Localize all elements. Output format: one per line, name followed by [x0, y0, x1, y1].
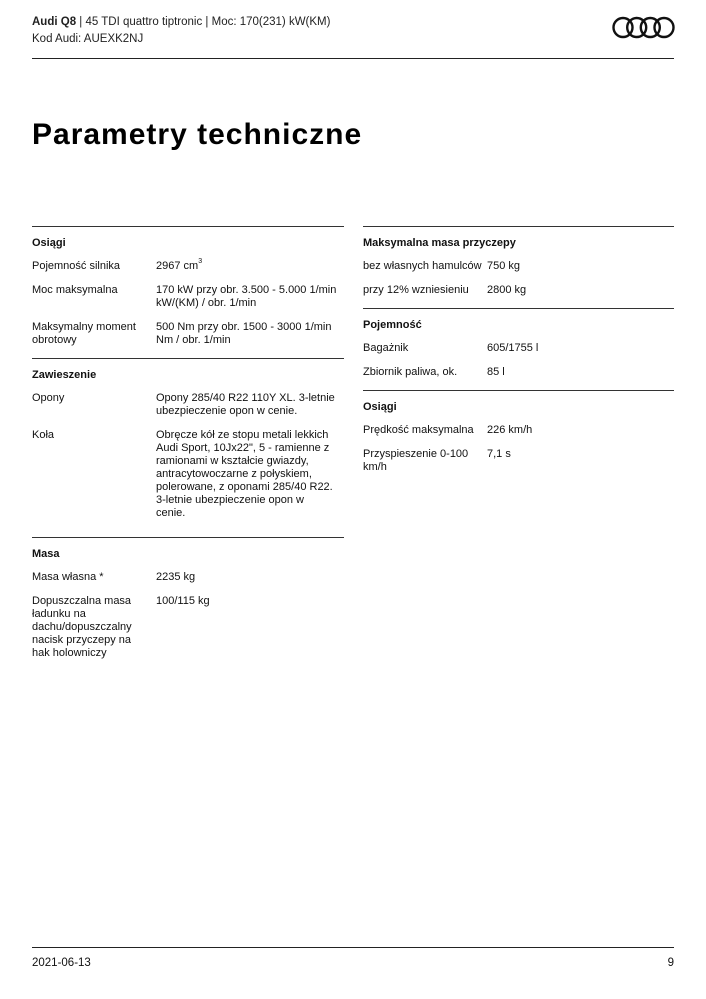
section-title: Zawieszenie: [32, 369, 97, 381]
spec-label: Moc maksymalna: [32, 284, 118, 296]
spec-row: [32, 392, 344, 418]
spec-label: Masa własna *: [32, 571, 104, 583]
spec-value: 226 km/h: [487, 424, 533, 436]
spec-row: [363, 260, 674, 273]
spec-value: 170 kW przy obr. 3.500 - 5.000 1/min kW/(KM) / obr. 1/min: [156, 284, 337, 309]
section-pojemnosc: [363, 308, 674, 379]
spec-value: 605/1755 l: [487, 342, 539, 354]
spec-label: Pojemność silnika: [32, 260, 121, 272]
spec-label: Opony: [32, 392, 65, 404]
spec-label: Dopuszczalna masa ładunku na dachu/dopuszczalny nacisk przyczepy na hak holowniczy: [32, 595, 132, 659]
spec-label: Maksymalny moment obrotowy: [32, 321, 136, 346]
model-details: | 45 TDI quattro tiptronic | Moc: 170(231) kW(KM): [76, 16, 331, 28]
audi-rings-logo: [612, 15, 675, 40]
spec-label: Zbiornik paliwa, ok.: [363, 366, 458, 378]
section-osiagi-right: [363, 390, 674, 474]
section-title: Maksymalna masa przyczepy: [363, 237, 516, 249]
spec-value: [156, 260, 344, 273]
spec-value: 85 l: [487, 366, 505, 378]
left-column: [32, 226, 344, 671]
spec-value: 500 Nm przy obr. 1500 - 3000 1/min Nm / obr. 1/min: [156, 321, 332, 346]
spec-row: [32, 284, 344, 310]
spec-row: [32, 571, 344, 584]
audi-code: Kod Audi: AUEXK2NJ: [32, 33, 144, 45]
spec-row: [363, 342, 674, 355]
spec-row: [363, 366, 674, 379]
section-title: Osiągi: [32, 237, 66, 249]
spec-row: [363, 448, 674, 474]
spec-label: przy 12% wzniesieniu: [363, 284, 469, 296]
spec-label: Bagażnik: [363, 342, 409, 354]
section-title: Masa: [32, 548, 60, 560]
spec-value: 750 kg: [487, 260, 521, 272]
spec-row: [32, 260, 344, 273]
spec-value-text: 2967 cm: [156, 260, 199, 272]
section-title: Pojemność: [363, 319, 422, 331]
spec-row: [363, 424, 674, 437]
header-divider: [32, 58, 674, 59]
page-number: 9: [667, 957, 674, 969]
spec-value: Opony 285/40 R22 110Y XL. 3-letnie ubezpieczenie opon w cenie.: [156, 392, 335, 417]
spec-value: 7,1 s: [487, 448, 511, 460]
footer-divider: [32, 947, 674, 948]
spec-label: Prędkość maksymalna: [363, 424, 474, 436]
section-osiagi: [32, 226, 344, 347]
spec-value: 2235 kg: [156, 571, 196, 583]
section-title: Osiągi: [363, 401, 397, 413]
spec-label: Przyspieszenie 0-100 km/h: [363, 448, 469, 473]
right-column: [363, 226, 674, 485]
footer-date: 2021-06-13: [32, 957, 91, 969]
spec-value: Obręcze kół ze stopu metali lekkich Audi Sport, 10Jx22", 5 - ramienne z ramionami w kształcie gwiazdy, antracytowoczarne z połyskiem, polerowane, z oponami 285/40 R22. 3-letnie ubezpieczenie opon w cenie.: [156, 429, 333, 519]
section-zawieszenie: [32, 358, 344, 538]
spec-row: [32, 321, 344, 347]
superscript: 3: [198, 258, 203, 265]
spec-row: [32, 429, 344, 520]
spec-value: 100/115 kg: [156, 595, 210, 607]
section-masa: [32, 548, 344, 660]
model-name: Audi Q8: [32, 16, 77, 28]
spec-row: [32, 595, 344, 660]
spec-value: 2800 kg: [487, 284, 527, 296]
section-maks-masa-przyczepy: [363, 226, 674, 297]
spec-label: bez własnych hamulców: [363, 260, 482, 272]
spec-row: [363, 284, 674, 297]
spec-label: Koła: [32, 429, 55, 441]
page-title: Parametry techniczne: [32, 118, 363, 151]
header-model-line: [32, 16, 330, 28]
